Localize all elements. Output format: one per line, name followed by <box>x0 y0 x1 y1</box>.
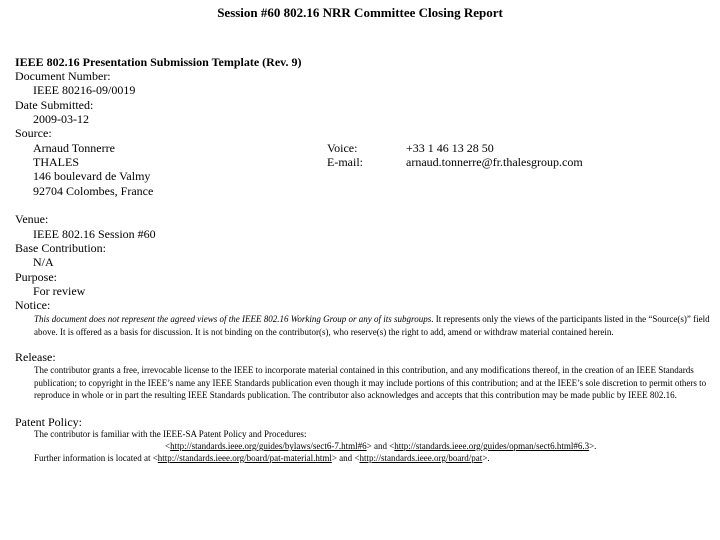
date-submitted-label: Date Submitted: <box>15 98 94 112</box>
notice-italic-text: This document does not represent the agreed views of the IEEE 802.16 Working Group or any of its subgroups <box>34 314 432 324</box>
date-submitted-value: 2009-03-12 <box>33 112 89 126</box>
and-text-2: > and < <box>331 453 360 463</box>
email-label: E-mail: <box>327 155 363 169</box>
source-address-line2: 92704 Colombes, France <box>33 184 154 198</box>
patent-policy-line2: <http://standards.ieee.org/guides/bylaws/sect6-7.html#6> and <http://standards.ieee.org/guides/opman/sect6.html#6.3>. <box>165 441 597 451</box>
purpose-label: Purpose: <box>15 270 57 284</box>
notice-label: Notice: <box>15 298 51 312</box>
patent-policy-label: Patent Policy: <box>15 415 82 429</box>
pat-link[interactable]: http://standards.ieee.org/board/pat <box>359 453 483 463</box>
pat-material-link[interactable]: http://standards.ieee.org/board/pat-material.html <box>157 453 332 463</box>
voice-value: +33 1 46 13 28 50 <box>406 141 494 155</box>
source-name: Arnaud Tonnerre <box>33 141 115 155</box>
base-contribution-label: Base Contribution: <box>15 241 106 255</box>
page-title: Session #60 802.16 NRR Committee Closing Report <box>217 5 503 20</box>
end-text-2: >. <box>482 453 490 463</box>
opman-link[interactable]: http://standards.ieee.org/guides/opman/sect6.html#6.3 <box>394 441 590 451</box>
document-number-value: IEEE 80216-09/0019 <box>33 83 136 97</box>
further-info-text: Further information is located at < <box>34 453 158 463</box>
patent-policy-line3 <box>34 452 490 465</box>
end-text-1: >. <box>589 441 597 451</box>
purpose-value: For review <box>33 284 86 298</box>
venue-label: Venue: <box>15 212 49 226</box>
template-title: IEEE 802.16 Presentation Submission Template (Rev. 9) <box>15 55 302 69</box>
notice-text <box>34 313 710 338</box>
email-value: arnaud.tonnerre@fr.thalesgroup.com <box>406 155 583 169</box>
base-contribution-value: N/A <box>33 255 54 269</box>
voice-label: Voice: <box>327 141 358 155</box>
release-label: Release: <box>15 350 56 364</box>
venue-value: IEEE 802.16 Session #60 <box>33 227 156 241</box>
source-label: Source: <box>15 126 52 140</box>
document-number-label: Document Number: <box>15 69 111 83</box>
bylaws-link[interactable]: http://standards.ieee.org/guides/bylaws/sect6-7.html#6 <box>170 441 367 451</box>
patent-policy-line1: The contributor is familiar with the IEEE-SA Patent Policy and Procedures: <box>34 429 307 439</box>
release-text: The contributor grants a free, irrevocable license to the IEEE to incorporate material contained in this contribution, and any modifications thereof, in the creation of an IEEE Standards publication; to copyright in the IEEE’s name any IEEE Standards publication even though it may include portions of this contribution; and at the IEEE’s sole discretion to permit others to reproduce in whole or in part the resulting IEEE Standards publication. The contributor also acknowledges and accepts that this contribution may be made public by IEEE 802.16. <box>34 365 707 400</box>
notice-rest-text: . It represents only the views of the participants listed in the “Source(s)” field above. It is offered as a basis for discussion. It is not binding on the contributor(s), who reserve(s) the right to add, amend or withdraw material contained herein. <box>34 314 710 337</box>
source-company: THALES <box>33 155 79 169</box>
source-address-line1: 146 boulevard de Valmy <box>33 169 151 183</box>
and-text-1: > and < <box>366 441 395 451</box>
